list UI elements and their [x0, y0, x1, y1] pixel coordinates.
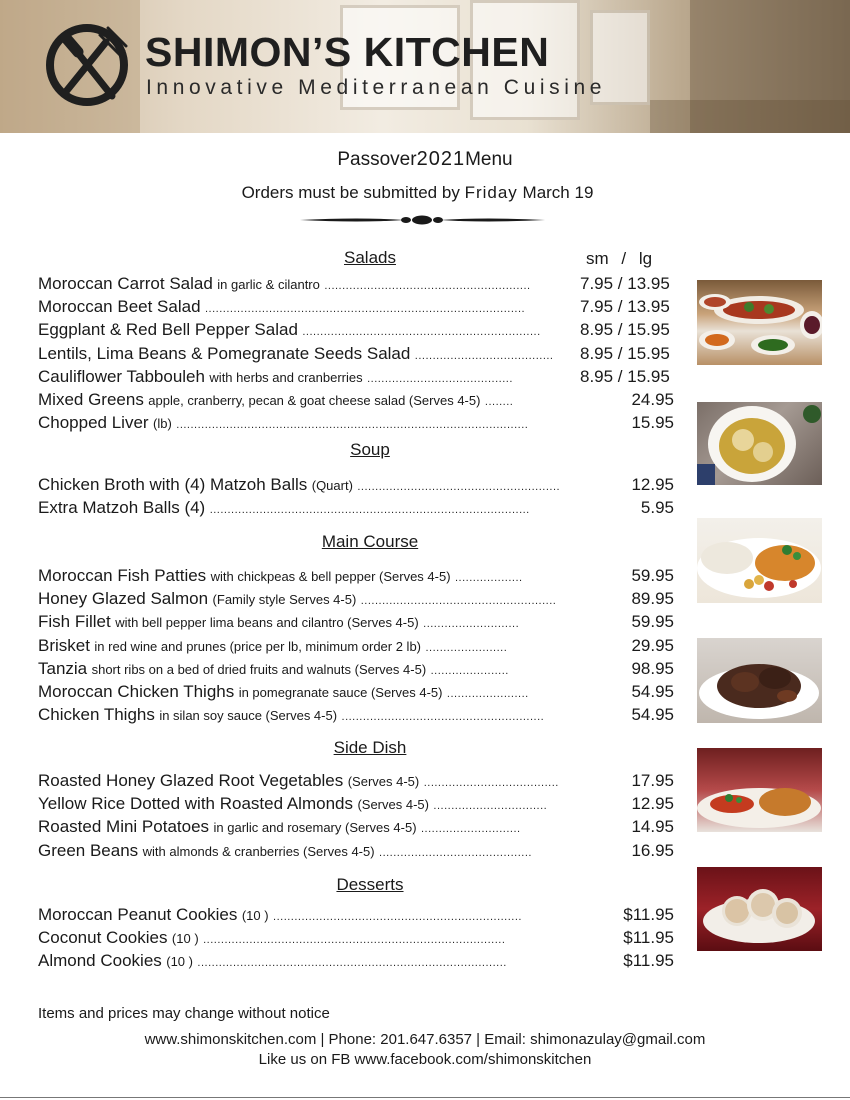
menu-item-name: Cauliflower Tabbouleh: [38, 367, 205, 386]
menu-item-name: Roasted Honey Glazed Root Vegetables: [38, 771, 344, 790]
menu-item-price: 12.95: [631, 475, 674, 494]
menu-item-line: [38, 344, 580, 364]
side-dish-photo: [697, 748, 822, 832]
menu-item-soup: [38, 475, 578, 497]
menu-item-line: [38, 705, 578, 725]
menu-item-description: (10 ): [241, 908, 269, 923]
menu-item-salads: [38, 367, 580, 389]
menu-item-soup: [38, 498, 578, 520]
menu-item-line: [38, 682, 578, 702]
menu-item-line: [38, 589, 578, 609]
menu-item-name: Green Beans: [38, 841, 139, 860]
menu-item-main: [38, 705, 578, 727]
menu-item-line: [38, 612, 578, 632]
menu-item-description: with almonds & cranberries (Serves 4-5): [142, 844, 375, 859]
menu-item-salads: [38, 320, 580, 342]
menu-item-line: [38, 566, 578, 586]
menu-item-price: $11.95: [623, 905, 674, 924]
menu-item-price: 7.95 / 13.95: [580, 274, 670, 293]
deadline-prefix: Orders must be submitted by: [241, 183, 460, 202]
menu-item-line: [38, 794, 578, 814]
header-banner: [0, 0, 850, 133]
menu-item-line: [38, 320, 580, 340]
menu-item-description: (lb): [153, 416, 172, 431]
dot-leader: ...................................................................: [302, 326, 541, 338]
menu-item-description: in garlic and rosemary (Serves 4-5): [213, 820, 417, 835]
menu-item-price: 59.95: [631, 566, 674, 585]
menu-item-line: [38, 390, 578, 410]
menu-item-name: Roasted Mini Potatoes: [38, 817, 210, 836]
menu-title-suffix: Menu: [465, 149, 513, 170]
menu-item-price: 8.95 / 15.95: [580, 344, 670, 363]
dot-leader: ......................................: [423, 777, 559, 789]
section-heading-side-dish: Side Dish: [333, 738, 407, 757]
menu-item-line: [38, 636, 578, 656]
menu-item-description: (Serves 4-5): [357, 797, 429, 812]
menu-item-salads: [38, 390, 578, 412]
menu-item-price: 14.95: [631, 817, 674, 836]
ornament-divider: [300, 212, 545, 228]
brand-name: SHIMON’S KITCHEN: [145, 29, 550, 75]
dot-leader: ...........................: [423, 618, 520, 630]
menu-item-description: in silan soy sauce (Serves 4-5): [159, 708, 338, 723]
menu-item-name: Tanzia: [38, 659, 88, 678]
menu-item-line: [38, 274, 580, 294]
menu-item-description: in pomegranate sauce (Serves 4-5): [238, 685, 443, 700]
size-header: sm / lg: [586, 249, 653, 268]
menu-title: [0, 148, 850, 171]
menu-item-name: Coconut Cookies: [38, 928, 168, 947]
menu-item-name: Eggplant & Red Bell Pepper Salad: [38, 320, 298, 339]
menu-item-line: [38, 498, 578, 518]
dot-leader: ........: [484, 396, 514, 408]
menu-item-desserts: [38, 951, 578, 973]
menu-item-side: [38, 817, 578, 839]
menu-item-price: 8.95 / 15.95: [580, 367, 670, 386]
menu-item-main: [38, 566, 578, 588]
menu-item-name: Almond Cookies: [38, 951, 162, 970]
menu-item-salads: [38, 413, 578, 435]
section-heading-salads: Salads: [344, 248, 396, 267]
menu-item-price: 54.95: [631, 682, 674, 701]
menu-item-description: (Serves 4-5): [347, 774, 420, 789]
menu-item-price: 98.95: [631, 659, 674, 678]
section-heading-main-course: Main Course: [321, 532, 419, 551]
menu-item-name: Chicken Thighs: [38, 705, 155, 724]
dot-leader: .......................................................: [360, 595, 557, 607]
dot-leader: ...................: [454, 572, 523, 584]
menu-item-price: 89.95: [631, 589, 674, 608]
menu-item-line: [38, 659, 578, 679]
bottom-rule: [0, 1097, 850, 1098]
deadline-day-number: 19: [574, 183, 594, 202]
menu-item-line: [38, 475, 578, 495]
salads-photo: [697, 280, 822, 365]
dot-leader: .........................................: [367, 373, 513, 385]
menu-item-name: Brisket: [38, 636, 90, 655]
menu-item-description: short ribs on a bed of dried fruits and walnuts (Serves 4-5): [91, 662, 427, 677]
menu-title-prefix: Passover: [337, 149, 417, 170]
deadline-date: March: [522, 183, 570, 202]
order-deadline: [0, 183, 835, 203]
dot-leader: ................................: [433, 800, 548, 812]
deadline-day: Friday: [464, 183, 518, 202]
menu-item-price: 24.95: [631, 390, 674, 409]
dot-leader: ..........................................................: [324, 280, 531, 292]
menu-item-line: [38, 367, 580, 387]
menu-item-name: Moroccan Carrot Salad: [38, 274, 213, 293]
menu-item-price: 59.95: [631, 612, 674, 631]
menu-item-description: with chickpeas & bell pepper (Serves 4-5): [210, 569, 451, 584]
facebook-link: Like us on FB www.facebook.com/shimonskitchen: [258, 1051, 592, 1068]
contact-info: www.shimonskitchen.com | Phone: 201.647.6357 | Email: shimonazulay@gmail.com: [144, 1031, 706, 1048]
main-course-photo: [697, 518, 822, 603]
menu-item-desserts: [38, 928, 578, 950]
menu-item-description: with herbs and cranberries: [209, 370, 363, 385]
menu-item-price: $11.95: [623, 951, 674, 970]
menu-item-main: [38, 612, 578, 634]
menu-item-name: Extra Matzoh Balls (4): [38, 498, 206, 517]
menu-item-description: in red wine and prunes (price per lb, minimum order 2 lb): [94, 639, 422, 654]
menu-item-price: 17.95: [631, 771, 674, 790]
menu-item-description: (10 ): [166, 954, 193, 969]
dot-leader: ............................: [420, 823, 521, 835]
dot-leader: .....................................................................................: [203, 934, 506, 946]
dot-leader: ..........................................................................................: [209, 504, 530, 516]
menu-item-line: [38, 841, 578, 861]
menu-item-line: [38, 817, 578, 837]
desserts-photo: [697, 867, 822, 951]
menu-item-name: Yellow Rice Dotted with Roasted Almonds: [38, 794, 353, 813]
menu-item-main: [38, 589, 578, 611]
menu-item-main: [38, 682, 578, 704]
menu-item-side: [38, 771, 578, 793]
menu-item-description: with bell pepper lima beans and cilantro (Serves 4-5): [115, 615, 419, 630]
dot-leader: ...........................................: [379, 847, 532, 859]
menu-item-price: 54.95: [631, 705, 674, 724]
menu-item-name: Moroccan Peanut Cookies: [38, 905, 238, 924]
dot-leader: .........................................................: [357, 481, 561, 493]
menu-item-line: [38, 297, 580, 317]
menu-item-line: [38, 951, 578, 971]
brand-tagline: Innovative Mediterranean Cuisine: [146, 76, 607, 99]
menu-item-description: (Family style Serves 4-5): [212, 592, 357, 607]
menu-item-description: apple, cranberry, pecan & goat cheese salad (Serves 4-5): [148, 393, 481, 408]
dot-leader: ...................................................................................................: [176, 419, 529, 431]
menu-item-line: [38, 905, 578, 925]
brisket-photo: [697, 638, 822, 723]
menu-item-main: [38, 636, 578, 658]
section-heading-desserts: Desserts: [336, 875, 404, 894]
menu-item-name: Fish Fillet: [38, 612, 111, 631]
section-heading-soup: Soup: [350, 440, 390, 459]
menu-item-price: 12.95: [631, 794, 674, 813]
menu-item-name: Moroccan Chicken Thighs: [38, 682, 235, 701]
menu-item-name: Chicken Broth with (4) Matzoh Balls: [38, 475, 308, 494]
dot-leader: ......................................................................: [273, 911, 522, 923]
menu-item-name: Moroccan Fish Patties: [38, 566, 207, 585]
dot-leader: .......................................................................................: [197, 957, 507, 969]
menu-item-description: in garlic & cilantro: [217, 277, 320, 292]
price-change-note: Items and prices may change without notice: [38, 1005, 330, 1022]
menu-title-year: 2021: [416, 148, 466, 170]
menu-item-name: Mixed Greens: [38, 390, 144, 409]
menu-item-price: 7.95 / 13.95: [580, 297, 670, 316]
dot-leader: ..........................................................................................: [205, 303, 526, 315]
soup-photo: [697, 402, 822, 485]
dot-leader: ......................: [430, 665, 509, 677]
menu-item-desserts: [38, 905, 578, 927]
menu-item-line: [38, 771, 578, 791]
menu-item-price: 15.95: [631, 413, 674, 432]
menu-item-price: 16.95: [631, 841, 674, 860]
menu-item-description: (Quart): [311, 478, 353, 493]
menu-item-price: 29.95: [631, 636, 674, 655]
menu-item-name: Moroccan Beet Salad: [38, 297, 201, 316]
menu-item-name: Honey Glazed Salmon: [38, 589, 209, 608]
menu-item-description: (10 ): [171, 931, 199, 946]
fork-knife-logo-icon: [44, 22, 130, 108]
menu-item-salads: [38, 274, 580, 296]
dot-leader: .......................................: [414, 350, 554, 362]
menu-item-main: [38, 659, 578, 681]
menu-item-salads: [38, 344, 580, 366]
dot-leader: .......................: [425, 642, 508, 654]
menu-item-name: Chopped Liver: [38, 413, 149, 432]
menu-item-side: [38, 841, 578, 863]
banner-shelf: [650, 100, 850, 133]
dot-leader: .......................: [446, 688, 529, 700]
menu-item-salads: [38, 297, 580, 319]
menu-item-line: [38, 928, 578, 948]
menu-item-name: Lentils, Lima Beans & Pomegranate Seeds Salad: [38, 344, 411, 363]
menu-item-price: $11.95: [623, 928, 674, 947]
menu-item-side: [38, 794, 578, 816]
menu-item-price: 5.95: [640, 498, 674, 517]
menu-item-price: 8.95 / 15.95: [580, 320, 670, 339]
dot-leader: .........................................................: [341, 711, 545, 723]
menu-item-line: [38, 413, 578, 433]
